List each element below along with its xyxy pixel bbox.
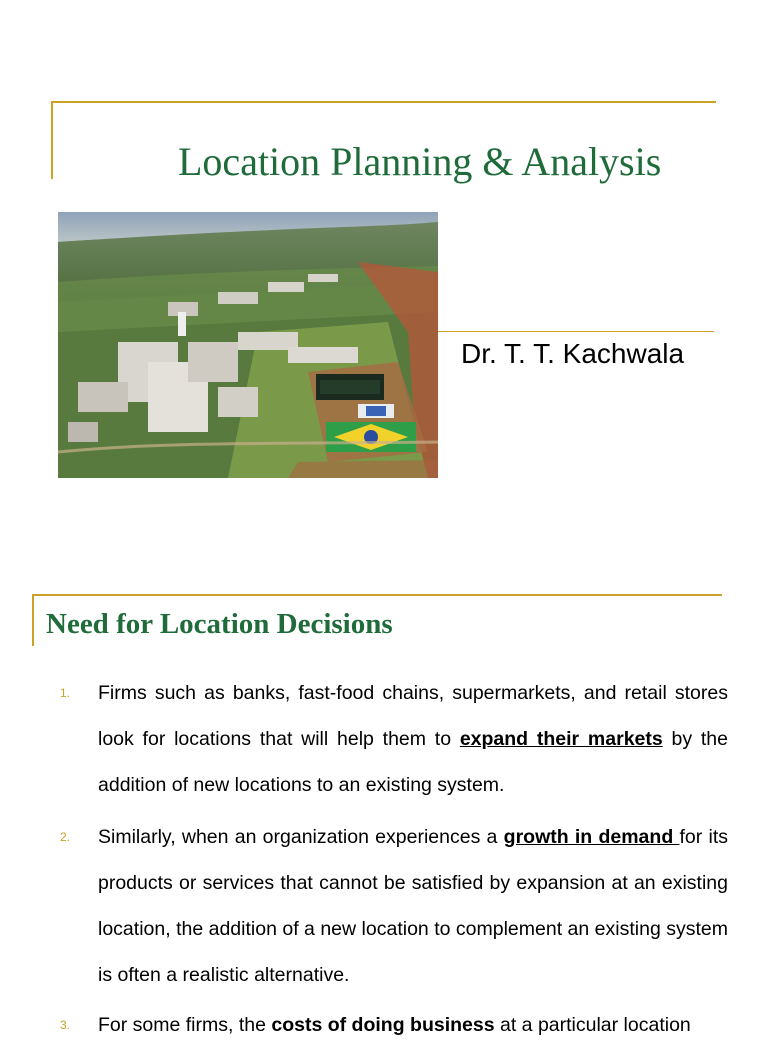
list-item [60,1002,728,1048]
list-item [60,670,728,808]
slide-title: Need for Location Decisions [46,608,393,640]
list-item-text: by the addition of new locations to an existing system. [98,728,728,796]
list-item-number: 3. [60,1018,71,1032]
slide-frame-left-rule [32,594,34,646]
author-divider [438,331,714,332]
slide-title: Location Planning & Analysis [178,139,662,184]
list-item-number: 1. [60,686,71,700]
list-item-text: For some firms, the [98,1014,272,1036]
slide-frame-top-rule [51,101,716,103]
list-item [60,814,728,998]
slide-frame-top-rule [32,594,722,596]
list-item-text: at a particular location [494,1014,691,1036]
numbered-list [0,670,768,1048]
aerial-factory-photo [58,212,438,478]
author-name: Dr. T. T. Kachwala [461,338,685,369]
list-item-text: Firms such as banks, fast-food chains, supermarkets, and retail stores look for locations that will help them to [98,682,728,750]
list-item-text: for its products or services that cannot be satisfied by expansion at an existing location, the addition of a new location to complement an existing system is often a realistic alternative. [98,826,728,986]
content-slide [0,540,768,1036]
list-item-number: 2. [60,830,71,844]
emphasis-text: growth in demand [503,826,680,848]
list-item-text: Similarly, when an organization experiences a [98,826,504,848]
emphasis-text: expand their markets [459,728,663,750]
emphasis-text: costs of doing business [271,1014,495,1036]
slide-frame-left-rule [51,101,53,179]
